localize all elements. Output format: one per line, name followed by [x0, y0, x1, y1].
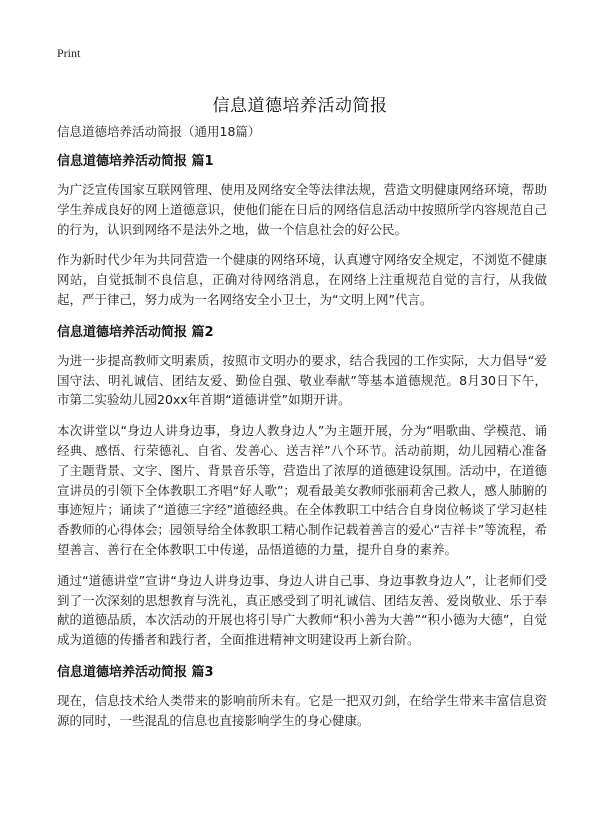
section-3 [57, 661, 547, 731]
paragraph: 作为新时代少年为共同营造一个健康的网络环境，认真遵守网络安全规定，不浏览不健康网站，自觉抵制不良信息，正确对待网络消息，在网络上注重规范自觉的言行，从我做起，严于律己，努力成为一名网络安全小卫士，为“文明上网”代言。 [57, 252, 547, 307]
section-heading: 信息道德培养活动简报 篇1 [57, 154, 214, 169]
paragraph: 本次讲堂以“身边人讲身边事，身边人教身边人”为主题开展，分为“唱歌曲、学模范、诵经典、感悟、行荣德礼、自省、发善心、送吉祥”八个环节。活动前期，幼儿园精心准备了主题背景、文字、图片、背景音乐等，营造出了浓厚的道德建设氛围。活动中，在道德宣讲员的引领下全体教职工齐唱“好人歌”；观看最美女教师张丽莉舍己救人，感人肺腑的事迹短片；诵读了“道德三字经”道德经典。在全体教职工中结合自身岗位畅谈了学习赵桂香教师的心得体会；园领导给全体教职工精心制作记载着善言的爱心“吉祥卡”等流程，希望善言、善行在全体教职工中传递，品悟道德的力量，提升自身的素养。 [57, 423, 547, 557]
paragraph: 为广泛宣传国家互联网管理、使用及网络安全等法律法规，营造文明健康网络环境，帮助学生养成良好的网上道德意识，使他们能在日后的网络信息活动中按照所学内容规范自己的行为，认识到网络不是法外之地，做一个信息社会的好公民。 [57, 182, 547, 237]
document-title: 信息道德培养活动简报 [212, 96, 388, 117]
section-2 [57, 321, 547, 650]
paragraph: 通过“道德讲堂”宣讲“身边人讲身边事、身边人讲自己事、身边事教身边人”，让老师们受到了一次深刻的思想教育与洗礼，真正感受到了明礼诚信、团结友善、爱岗敬业、乐于奉献的道德品质，本次活动的开展也将引导广大教师“积小善为大善”“积小德为大德”，自觉成为道德的传播者和践行者，全面推进精神文明建设再上新台阶。 [57, 572, 547, 648]
document-body [57, 150, 547, 742]
section-1 [57, 150, 547, 310]
document-subtitle: 信息道德培养活动简报（通用18篇） [57, 124, 261, 139]
paragraph: 为进一步提高教师文明素质，按照市文明办的要求，结合我园的工作实际，大力倡导“爱国守法、明礼诚信、团结友爱、勤俭自强、敬业奉献”等基本道德规范。8月30日下午，市第二实验幼儿园20xx年首期“道德讲堂”如期开讲。 [57, 352, 547, 408]
section-heading: 信息道德培养活动简报 篇3 [57, 664, 214, 680]
section-heading: 信息道德培养活动简报 篇2 [57, 324, 214, 340]
paragraph: 现在，信息技术给人类带来的影响前所未有。它是一把双刃剑，在给学生带来丰富信息资源的同时，一些混乱的信息也直接影响学生的身心健康。 [57, 692, 547, 728]
print-link[interactable]: Print [57, 46, 81, 60]
